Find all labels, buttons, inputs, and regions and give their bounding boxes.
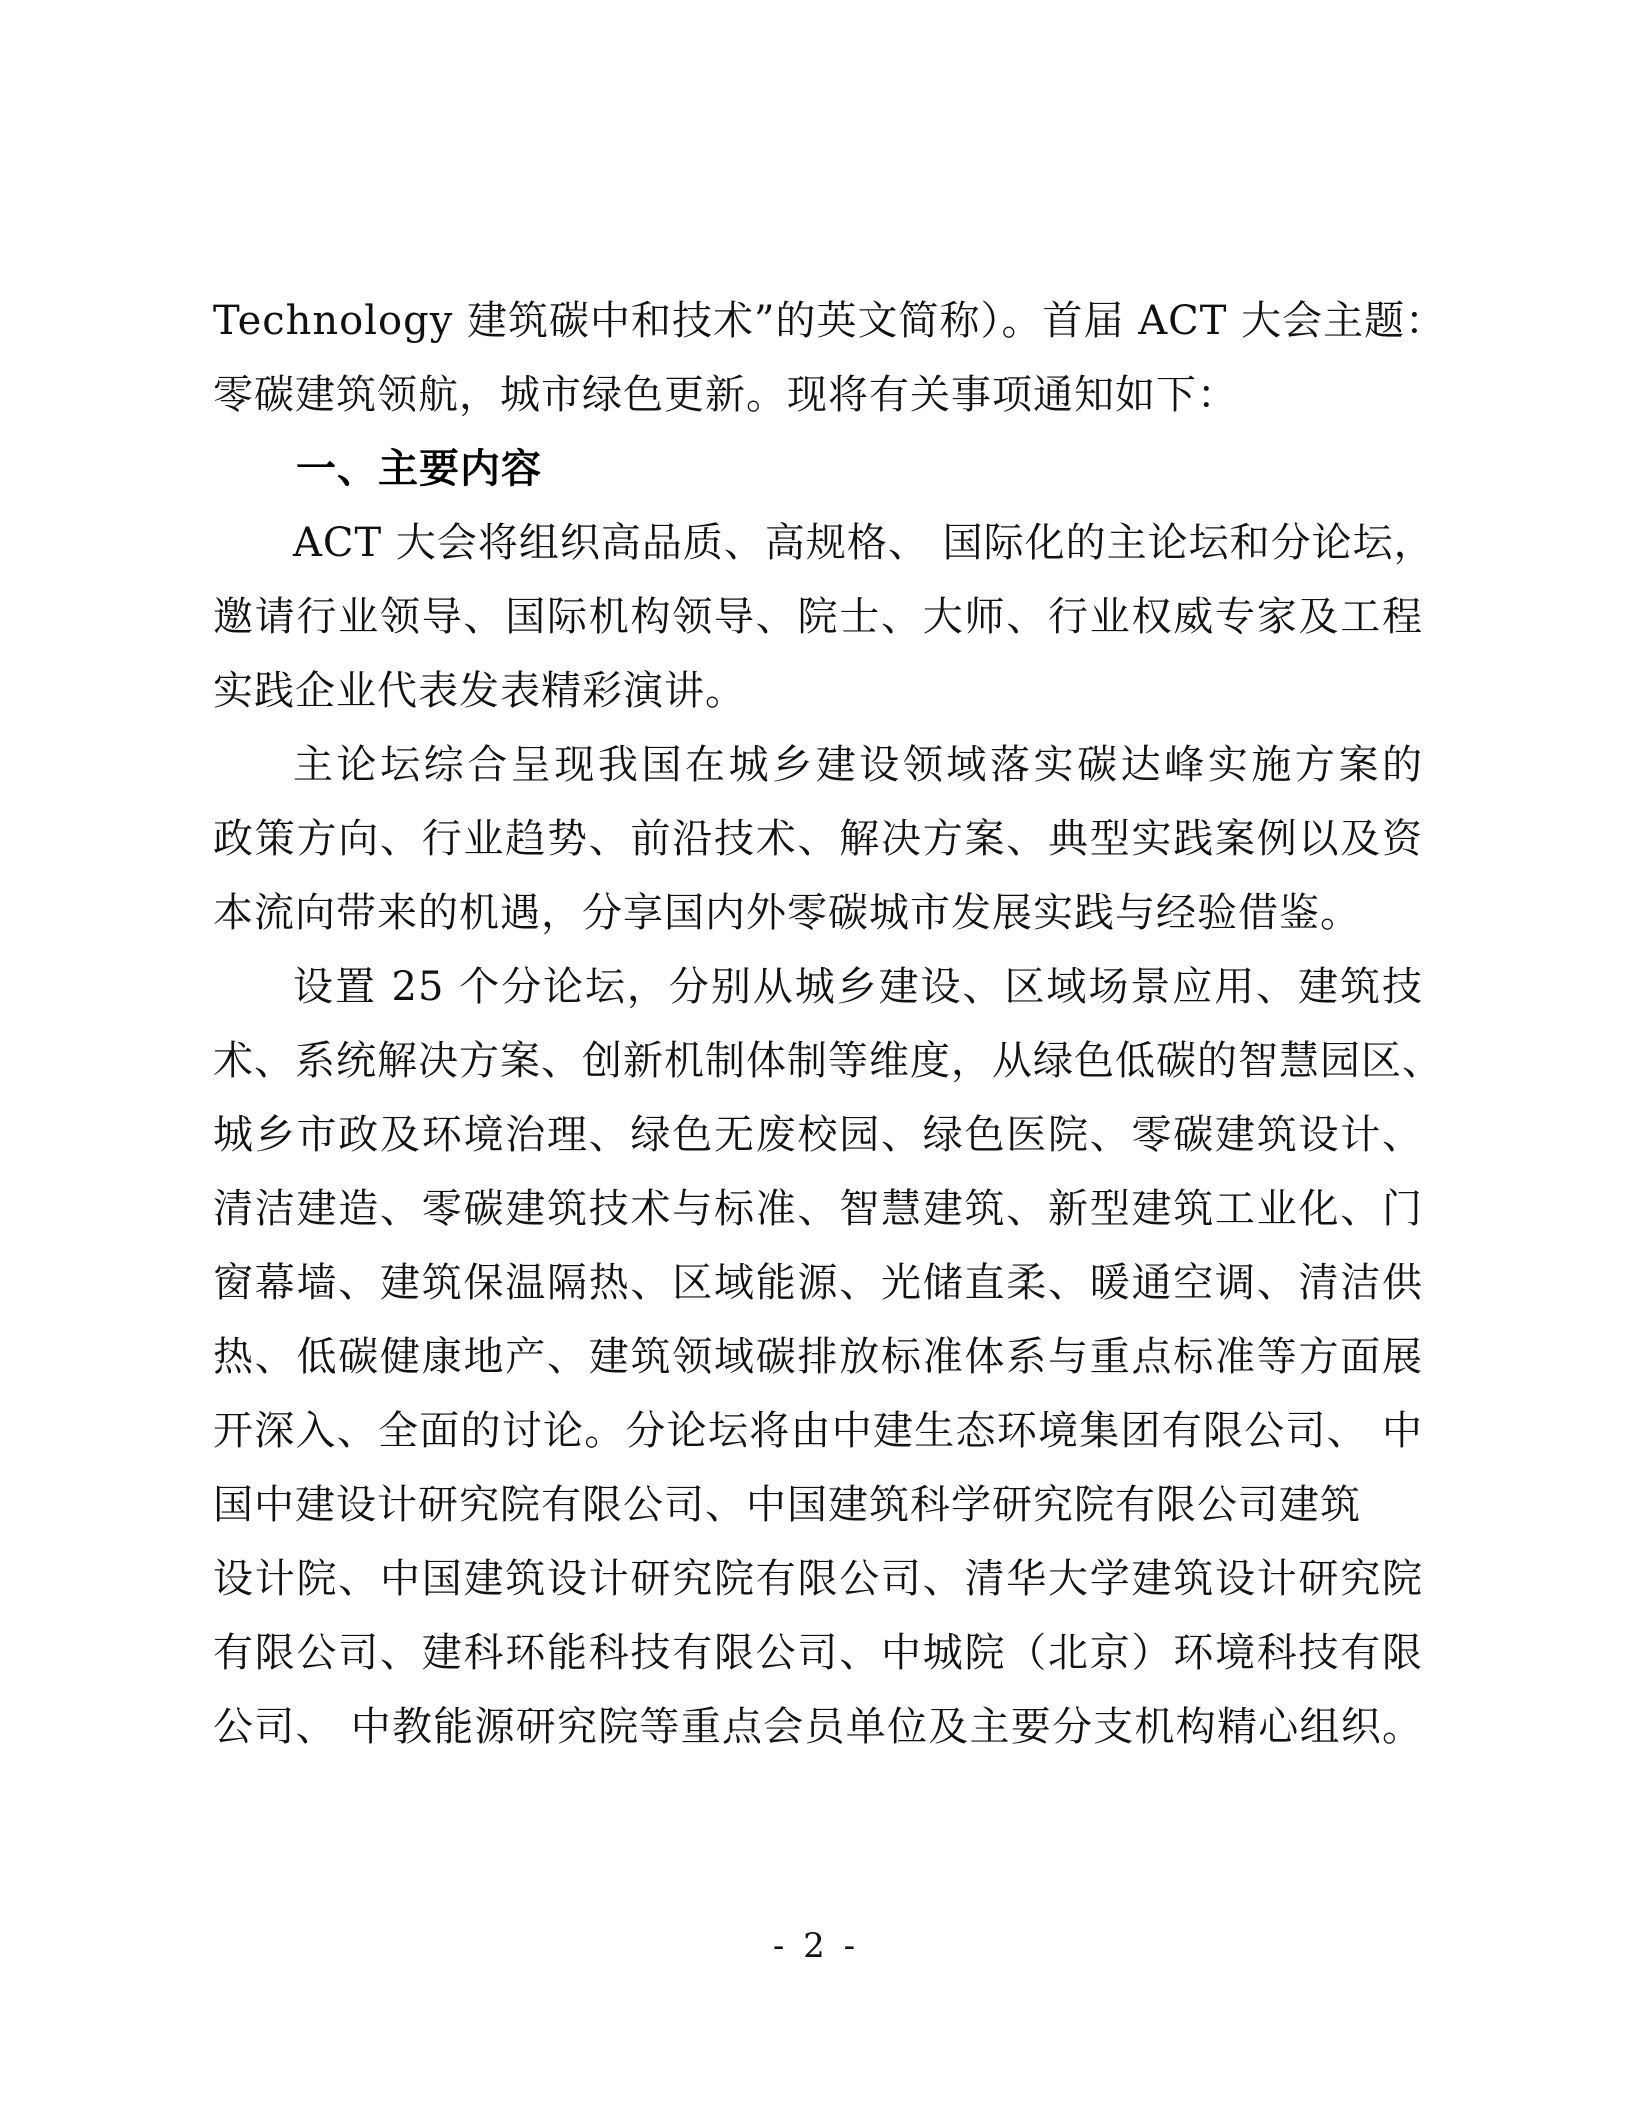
paragraph-3-line-2: 术、系统解决方案、创新机制体制等维度，从绿色低碳的智慧园区、	[213, 1038, 1443, 1084]
paragraph-3-line-7: 开深入、全面的讨论。分论坛将由中建生态环境集团有限公司、 中	[213, 1408, 1423, 1454]
paragraph-3-line-1: 设置 25 个分论坛，分别从城乡建设、区域场景应用、建筑技	[293, 964, 1423, 1010]
paragraph-3-line-10: 有限公司、建科环能科技有限公司、中城院（北京）环境科技有限	[213, 1630, 1423, 1676]
paragraph-2-line-2: 政策方向、行业趋势、前沿技术、解决方案、典型实践案例以及资	[213, 816, 1423, 862]
paragraph-3-line-8: 国中建设计研究院有限公司、中国建筑科学研究院有限公司建筑	[213, 1482, 1361, 1528]
paragraph-1-line-1: ACT 大会将组织高品质、高规格、 国际化的主论坛和分论坛，	[293, 520, 1435, 566]
section-heading: 一、主要内容	[296, 446, 542, 492]
intro-line-2: 零碳建筑领航，城市绿色更新。现将有关事项通知如下：	[213, 372, 1238, 418]
paragraph-3-line-9: 设计院、中国建筑设计研究院有限公司、清华大学建筑设计研究院	[213, 1556, 1423, 1602]
paragraph-3-line-11: 公司、 中教能源研究院等重点会员单位及主要分支机构精心组织。	[213, 1704, 1423, 1750]
page-number: - 2 -	[772, 1926, 860, 1966]
paragraph-3-line-4: 清洁建造、零碳建筑技术与标准、智慧建筑、新型建筑工业化、门	[213, 1186, 1423, 1232]
paragraph-3-line-5: 窗幕墙、建筑保温隔热、区域能源、光储直柔、暖通空调、清洁供	[213, 1260, 1423, 1306]
paragraph-3-line-6: 热、低碳健康地产、建筑领域碳排放标准体系与重点标准等方面展	[213, 1334, 1423, 1380]
paragraph-1-line-2: 邀请行业领导、国际机构领导、院士、大师、行业权威专家及工程	[213, 594, 1423, 640]
intro-line-1: Technology 建筑碳中和技术”的英文简称）。首届 ACT 大会主题：	[213, 298, 1447, 344]
paragraph-2-line-3: 本流向带来的机遇，分享国内外零碳城市发展实践与经验借鉴。	[213, 890, 1361, 936]
paragraph-3-line-3: 城乡市政及环境治理、绿色无废校园、绿色医院、零碳建筑设计、	[213, 1112, 1423, 1158]
paragraph-1-line-3: 实践企业代表发表精彩演讲。	[213, 668, 746, 714]
paragraph-2-line-1: 主论坛综合呈现我国在城乡建设领域落实碳达峰实施方案的	[293, 742, 1423, 788]
